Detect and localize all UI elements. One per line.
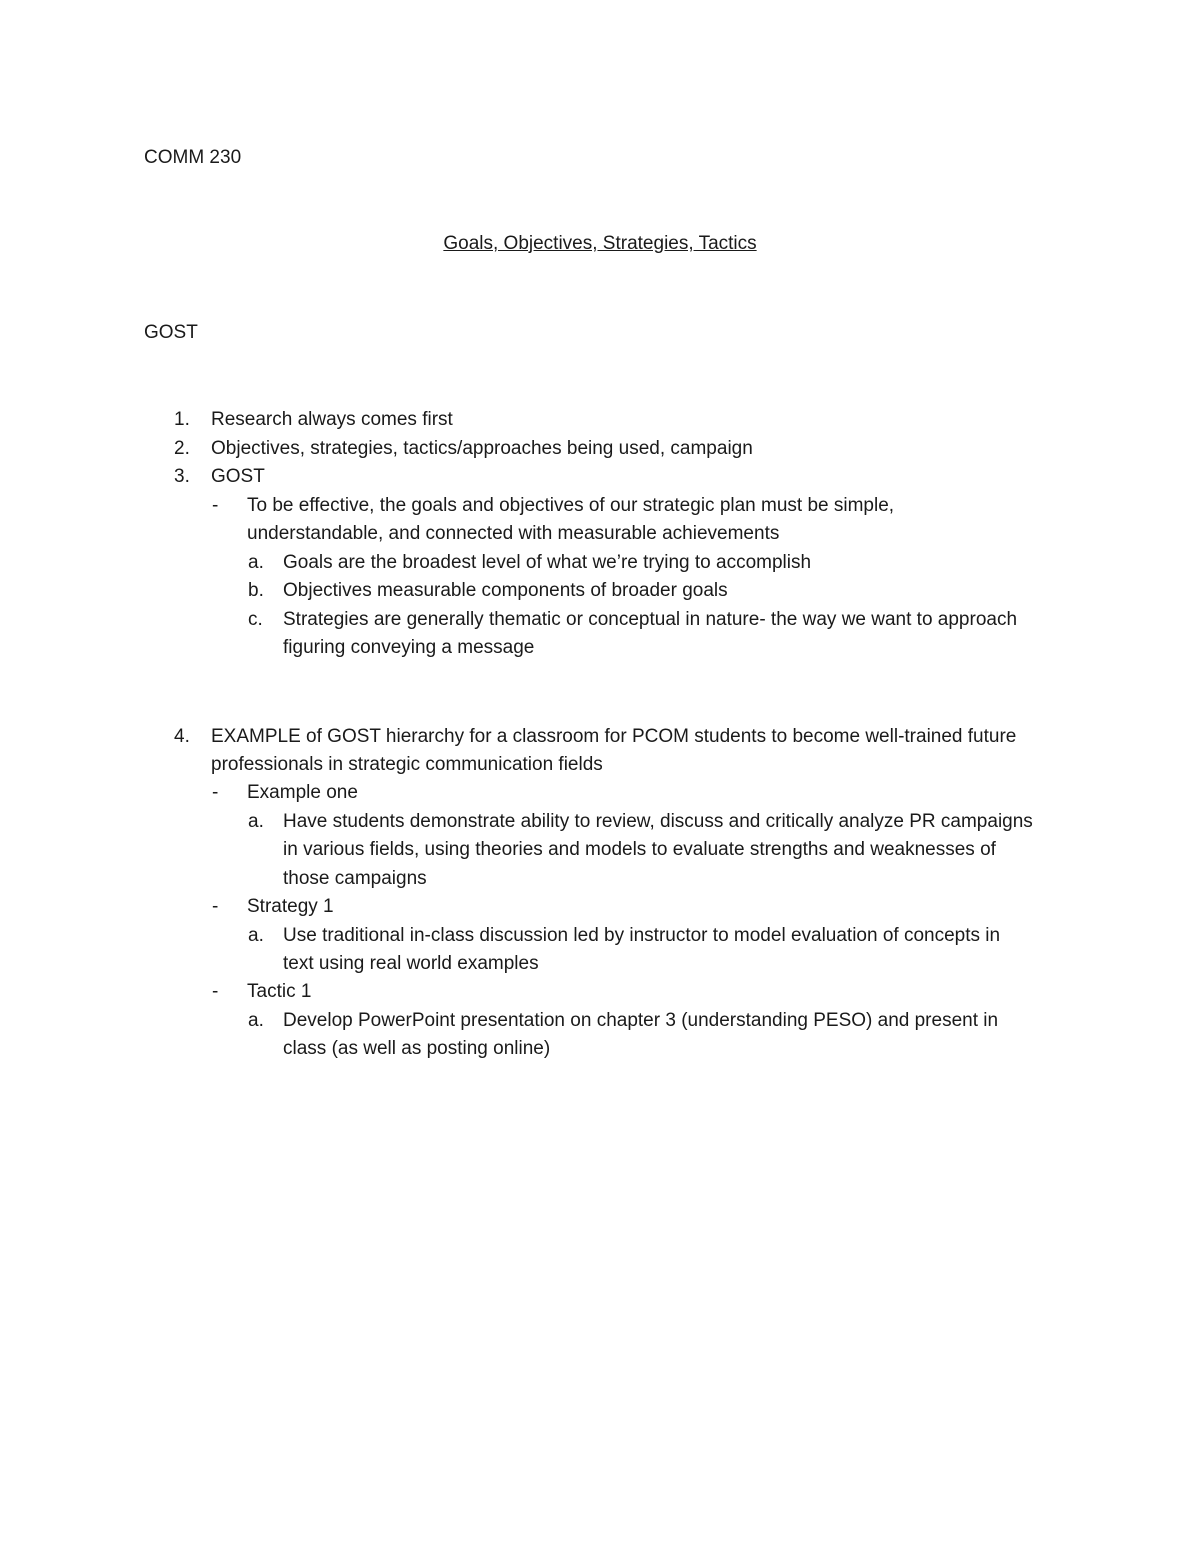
list-number-4: 4. (174, 726, 190, 747)
dash-bullet: - (212, 981, 219, 1002)
sub-item-b-text: Objectives measurable components of broader goals (283, 580, 728, 601)
tactic-1-text-line-2: class (as well as posting online) (283, 1038, 551, 1059)
dash-bullet: - (212, 896, 219, 917)
group-label-example-one: Example one (247, 782, 358, 803)
example-one-text-line-1: Have students demonstrate ability to review, discuss and critically analyze PR campaigns (283, 811, 1033, 832)
page-title (0, 232, 1200, 256)
tactic-1-text-line-1: Develop PowerPoint presentation on chapter 3 (understanding PESO) and present in (283, 1010, 999, 1031)
group-label-tactic-1: Tactic 1 (247, 981, 312, 1002)
dash-bullet: - (212, 782, 219, 803)
list-number-3: 3. (174, 466, 190, 487)
sub-item-c-text-line-1: Strategies are generally thematic or conceptual in nature- the way we want to approach (283, 609, 1018, 630)
course-code: COMM 230 (144, 147, 242, 168)
list-item-3-text: GOST (211, 466, 265, 487)
sub-item-letter-a: a. (248, 925, 264, 946)
sub-item-letter-a: a. (248, 552, 264, 573)
sub-item-letter-b: b. (248, 580, 264, 601)
strategy-1-text-line-1: Use traditional in-class discussion led by instructor to model evaluation of concepts in (283, 925, 1001, 946)
page-title-text: Goals, Objectives, Strategies, Tactics (443, 233, 757, 254)
list-number-2: 2. (174, 438, 190, 459)
list-number-1: 1. (174, 409, 190, 430)
sub-item-letter-a: a. (248, 1010, 264, 1031)
list-item-4-text-line-1: EXAMPLE of GOST hierarchy for a classroom for PCOM students to become well-trained future (211, 726, 1017, 747)
group-label-strategy-1: Strategy 1 (247, 896, 334, 917)
list-item-2-text: Objectives, strategies, tactics/approaches being used, campaign (211, 438, 753, 459)
dash-item-text-line-1: To be effective, the goals and objectives of our strategic plan must be simple, (247, 495, 895, 516)
section-heading: GOST (144, 322, 198, 343)
sub-item-letter-c: c. (248, 609, 263, 630)
example-one-text-line-2: in various fields, using theories and models to evaluate strengths and weaknesses of (283, 839, 996, 860)
sub-item-letter-a: a. (248, 811, 264, 832)
sub-item-c-text-line-2: figuring conveying a message (283, 637, 535, 658)
sub-item-a-text: Goals are the broadest level of what we’re trying to accomplish (283, 552, 812, 573)
strategy-1-text-line-2: text using real world examples (283, 953, 539, 974)
example-one-text-line-3: those campaigns (283, 868, 427, 889)
dash-item-text-line-2: understandable, and connected with measurable achievements (247, 523, 780, 544)
list-item-1-text: Research always comes first (211, 409, 453, 430)
list-item-4-text-line-2: professionals in strategic communication fields (211, 754, 603, 775)
dash-bullet: - (212, 495, 219, 516)
